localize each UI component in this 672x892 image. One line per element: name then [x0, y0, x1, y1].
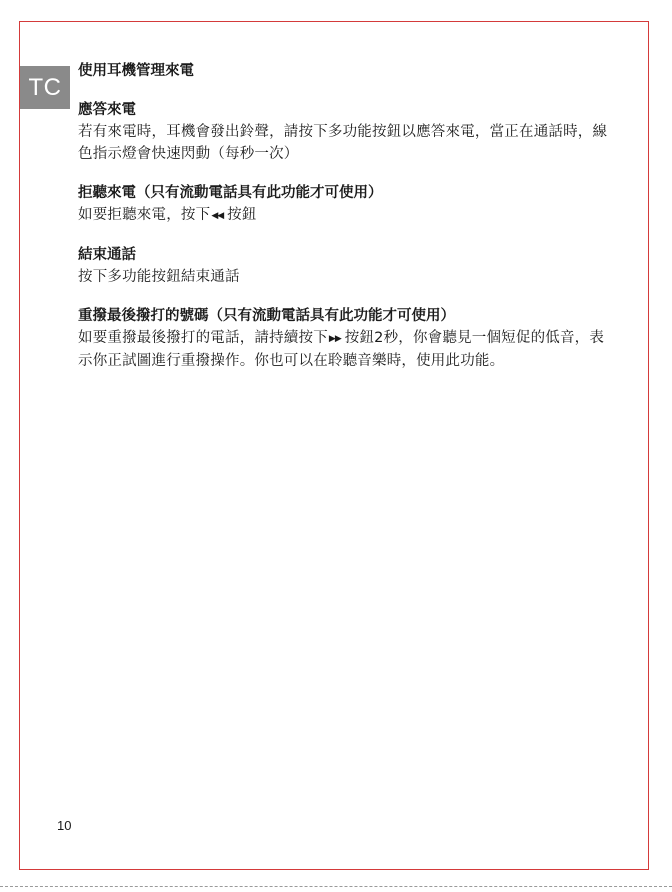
section-title: 重撥最後撥打的號碼（只有流動電話具有此功能才可使用）: [78, 308, 455, 324]
section-title: 拒聽來電（只有流動電話具有此功能才可使用）: [78, 185, 383, 201]
section-body-text: 按鈕2秒，你會聽見一個短促的低音，表示你正試圖進行重撥操作。你也可以在聆聽音樂時，使用此功能。: [78, 330, 605, 369]
page-title: 使用耳機管理來電: [78, 63, 194, 79]
footer-rule: [0, 886, 672, 887]
content-area: [78, 60, 608, 372]
language-tab: TC: [20, 66, 70, 109]
section-title: 結束通話: [78, 247, 136, 263]
section-body-text: 按鈕: [227, 207, 257, 223]
section-body-text: 如要拒聽來電，按下: [78, 207, 211, 223]
section-redial: [78, 305, 608, 372]
section-body: 按下多功能按鈕結束通話: [78, 269, 240, 285]
section-body: 若有來電時，耳機會發出鈴聲，請按下多功能按鈕以應答來電，當正在通話時，線色指示燈會快速閃動（每秒一次）: [78, 124, 608, 162]
section-end-call: [78, 244, 608, 288]
section-answer-call: [78, 99, 608, 165]
section-body: [78, 327, 608, 372]
fast-forward-icon: ▶▶: [328, 334, 341, 344]
rewind-icon: ◀◀: [211, 211, 224, 221]
section-title: 應答來電: [78, 102, 136, 118]
section-reject-call: [78, 182, 608, 227]
section-body-text: 如要重撥最後撥打的電話，請持續按下: [78, 330, 328, 346]
section-body: [78, 204, 608, 227]
page-number: 10: [57, 818, 72, 833]
